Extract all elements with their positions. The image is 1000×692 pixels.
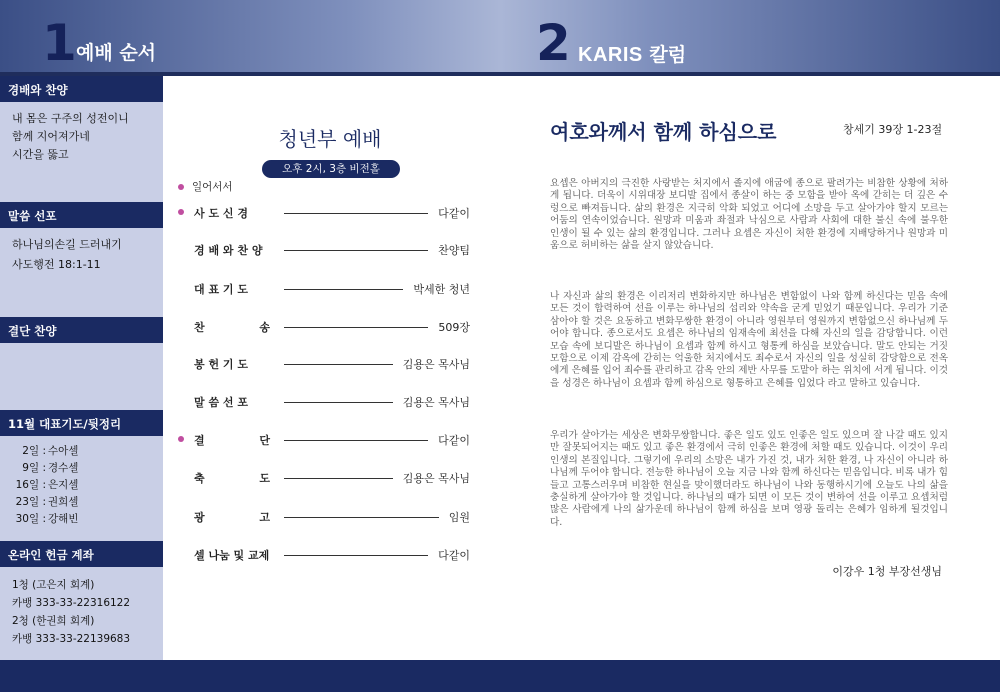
order-label: 셀 나눔 및 교제 bbox=[194, 549, 270, 562]
sermon-heading: 말씀 선포 bbox=[0, 202, 163, 228]
order-row bbox=[178, 545, 470, 565]
order-row bbox=[178, 279, 470, 299]
order-row bbox=[178, 468, 470, 488]
order-leader: 찬양팀 bbox=[438, 244, 470, 257]
leader-line bbox=[284, 402, 393, 403]
sermon-passage: 사도행전 18:1-11 bbox=[12, 258, 101, 271]
praise-song-1: 내 몸은 구주의 성전이니 bbox=[12, 112, 129, 125]
order-leader: 다같이 bbox=[438, 549, 470, 562]
praise-songs bbox=[12, 110, 129, 164]
order-row bbox=[178, 354, 470, 374]
order-label: 사 도 신 경 bbox=[194, 207, 248, 220]
praise-song-3: 시간을 뚫고 bbox=[12, 148, 69, 161]
leader-line bbox=[284, 517, 439, 518]
account-2-number: 카뱅 333-33-22139683 bbox=[12, 633, 131, 645]
sermon-title: 하나님의손길 드러내기 bbox=[12, 238, 122, 251]
prayer-heading: 11월 대표기도/뒷정리 bbox=[0, 410, 163, 436]
order-leader: 김용은 목사님 bbox=[402, 358, 470, 371]
list-item: 2일 : 수아셀 bbox=[22, 445, 79, 457]
footer-band bbox=[0, 660, 1000, 692]
column-label: 칼럼 bbox=[649, 44, 687, 66]
order-label: 봉 헌 기 도 bbox=[194, 358, 248, 371]
leader-line bbox=[284, 327, 428, 328]
order-row bbox=[178, 317, 470, 337]
service-title: 청년부 예배 bbox=[278, 127, 382, 151]
leader-line bbox=[284, 478, 393, 479]
leader-line bbox=[284, 213, 428, 214]
karis-brand: KARIS bbox=[578, 44, 643, 66]
column-paragraph-1: 요셉은 아버지의 극진한 사랑받는 처지에서 졸지에 애굽에 종으로 팔려가는 비참한 상황에 처하게 됩니다. 더욱이 시위대장 보디발 집에서 종살이 하는 중 모함을 받아 옥에 갇히는 더 깊은 수렁으로 빠져듭니다. 삶의 환경은 지극히 악화 되었고 어디에 소망을 두고 살아가야 할지 모르는 어둠의 연속이었습니다. 원망과 미움과 좌절과 낙심으로 사람과 사회에 대한 불신 속에 불우한 인생이 될 수 있는 삶의 환경입니다. 그러나 요셉은 자신이 처한 환경에 지배당하거나 원망과 미움으로 허비하는 삶을 살지 않았습니다. bbox=[550, 178, 948, 252]
section1-number: 1 bbox=[42, 14, 77, 72]
order-leader: 다같이 bbox=[438, 207, 470, 220]
leader-line bbox=[284, 555, 428, 556]
order-row bbox=[178, 240, 470, 260]
column-paragraph-3: 우리가 살아가는 세상은 변화무쌍합니다. 좋은 일도 있도 인좋은 일도 있으며 잘 나갈 때도 있지만 잘못되어지는 때도 있고 좋은 환경에서 극히 인좋은 환경에 처할 때도 있습니다. 이것이 우리 인생의 본질입니다. 그렇기에 우리의 소망은 내가 가진 것, 내가 처한 환경, 나 자신이 아니라 하나님께 두어야 합니다. 전능한 하나님이 오늘 지금 나와 함께 하신다는 믿음입니다. 비록 내가 힘들고 고통스러우며 비참한 현실을 맞이했더라도 하나님이 나와 동행하시기에 오늘도 나의 삶을 충실하게 살아가야 할 것입니다. 하나님의 때가 되면 이 모든 것이 변하여 선을 이루고 요셉처럼 많은 사람에게 나의 삶가운데 하나님이 함께 하심을 보며 영광 돌리는 은혜가 임하게 될것입니다. bbox=[550, 430, 948, 528]
list-item: 23일 : 권희셀 bbox=[15, 496, 79, 508]
list-item: 9일 : 경수셀 bbox=[22, 462, 79, 474]
column-title: 여호와께서 함께 하심으로 bbox=[550, 120, 777, 144]
section2-title bbox=[578, 40, 686, 67]
order-row bbox=[178, 203, 470, 223]
praise-heading: 경배와 찬양 bbox=[0, 76, 163, 102]
order-label: 결 단 bbox=[194, 434, 270, 447]
list-item: 16일 : 은지셀 bbox=[15, 479, 79, 491]
section2-number: 2 bbox=[536, 14, 571, 72]
order-label: 찬 송 bbox=[194, 321, 270, 334]
sidebar bbox=[0, 76, 163, 660]
offering-heading: 온라인 헌금 계좌 bbox=[0, 541, 163, 567]
stand-bullet-icon bbox=[178, 184, 184, 190]
service-time-badge: 오후 2시, 3층 비전홀 bbox=[262, 160, 400, 178]
leader-line bbox=[284, 440, 428, 441]
order-label: 경 배 와 찬 양 bbox=[194, 244, 263, 257]
column-author: 이강우 1청 부장선생님 bbox=[832, 565, 942, 578]
order-label: 말 씀 선 포 bbox=[194, 396, 248, 409]
order-leader: 박세한 청년 bbox=[413, 283, 470, 296]
bullet-icon bbox=[178, 209, 184, 215]
leader-line bbox=[284, 250, 428, 251]
order-label: 광 고 bbox=[194, 511, 270, 524]
offering-accounts bbox=[12, 576, 130, 648]
order-label: 대 표 기 도 bbox=[194, 283, 248, 296]
prayer-schedule bbox=[12, 443, 78, 528]
sermon-info bbox=[12, 235, 122, 275]
column-paragraph-2: 나 자신과 삶의 환경은 이리저리 변화하지만 하나님은 변함없이 나와 함께 하신다는 믿음 속에 모든 것이 합력하여 선을 이루는 하나님의 섭리와 약속을 굳게 믿었기 때문입니다. 우리가 기준삼아야 할 것은 요동하고 변화무쌍한 환경이 아니라 영원부터 영원까지 변함없으신 하나님께 두어야 합니다. 종으로서도 요셉은 하나님의 임재속에 최선을 다해 자신의 일을 감당합니다. 이런 모습 속에 보디발은 하나님이 요셉과 함께 하시고 형통케 하심을 보았습니다. 말도 안되는 거짓 모함으로 이제 감옥에 갇히는 억울한 처지에서도 죄수로서 자신의 일을 성실히 감당함으로 전옥에게 은혜를 입어 죄수를 관리하고 감옥 안의 제반 사무를 도맡아 하는 위치에 서게 됩니다. 이것을 성경은 하나님이 요셉과 함께 하심으로 형통하고 은혜를 입었다 라고 말하고 있습니다. bbox=[550, 291, 948, 389]
account-2-holder: 2청 (한권희 회계) bbox=[12, 615, 95, 627]
leader-line bbox=[284, 289, 403, 290]
order-row bbox=[178, 392, 470, 412]
account-1-holder: 1청 (고은지 회계) bbox=[12, 579, 95, 591]
order-leader: 다같이 bbox=[438, 434, 470, 447]
resolution-heading: 결단 찬양 bbox=[0, 317, 163, 343]
order-row bbox=[178, 507, 470, 527]
order-leader: 509장 bbox=[438, 321, 470, 334]
leader-line bbox=[284, 364, 393, 365]
praise-song-2: 함께 지어져가네 bbox=[12, 130, 90, 143]
order-leader: 김용은 목사님 bbox=[402, 472, 470, 485]
order-row bbox=[178, 430, 470, 450]
stand-note: 일어서서 bbox=[178, 179, 233, 194]
list-item: 30일 : 강해빈 bbox=[15, 513, 79, 525]
order-label: 축 도 bbox=[194, 472, 270, 485]
section1-title: 예배 순서 bbox=[76, 42, 157, 64]
scripture-reference: 창세기 39장 1-23절 bbox=[843, 123, 943, 136]
order-leader: 김용은 목사님 bbox=[402, 396, 470, 409]
bullet-icon bbox=[178, 436, 184, 442]
account-1-number: 카뱅 333-33-22316122 bbox=[12, 597, 131, 609]
order-leader: 임원 bbox=[448, 511, 470, 524]
